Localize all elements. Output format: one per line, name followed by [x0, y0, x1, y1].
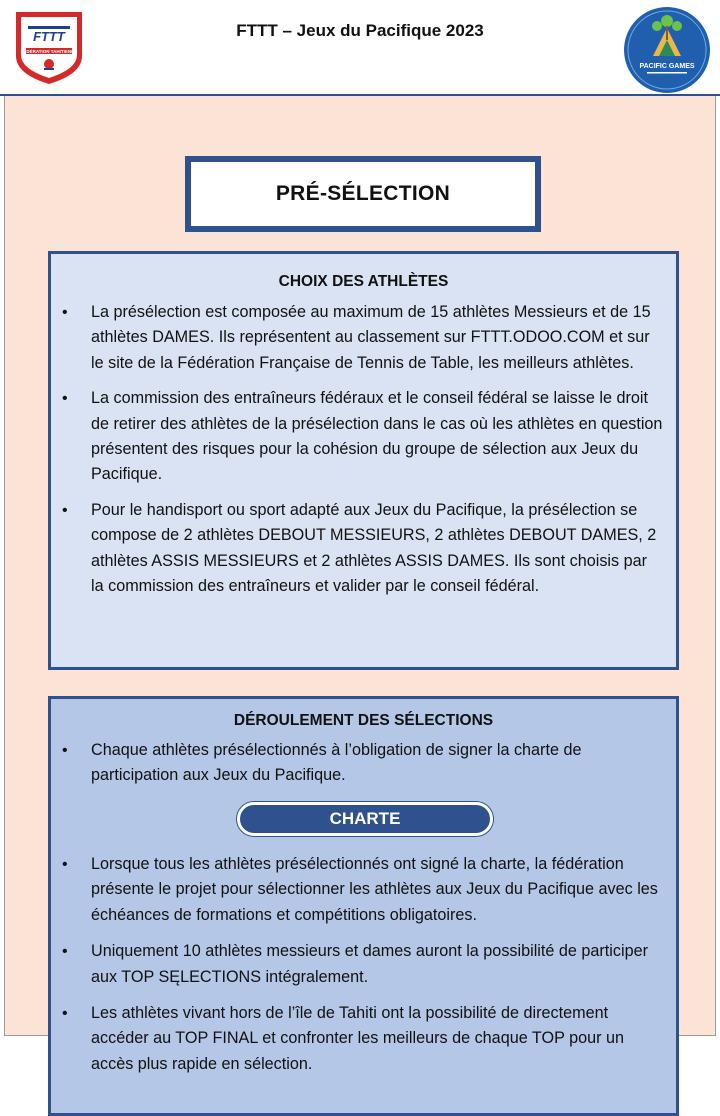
list-item: • Uniquement 10 athlètes messieurs et dames auront la possibilité de participer aux TOP SĘLECTIONS intégralement. [51, 939, 676, 990]
bullet-list [51, 300, 676, 599]
deroulement-selections-section [48, 696, 679, 1116]
bullet-list [51, 852, 676, 1077]
content-panel [4, 96, 716, 1073]
page-title: PRÉ-SÉLECTION [275, 182, 451, 205]
list-item: • Les athlètes vivant hors de l’île de Tahiti ont la possibilité de directement accéder au TOP FINAL et confronter les meilleurs de chaque TOP pour un accès plus rapide en sélection. [51, 1001, 676, 1077]
header-title: FTTT – Jeux du Pacifique 2023 [236, 21, 484, 40]
svg-text:FÉDÉRATION TAHITIENNE: FÉDÉRATION TAHITIENNE [20, 49, 78, 54]
section-title: CHOIX DES ATHLÈTES [278, 273, 449, 290]
charte-button[interactable]: CHARTE [237, 802, 493, 836]
svg-text:PACIFIC GAMES: PACIFIC GAMES [639, 63, 695, 70]
list-item: • Pour le handisport ou sport adapté aux Jeux du Pacifique, la présélection se compose de 2 athlètes DEBOUT MESSIEURS, 2 athlètes DEBOUT DAMES, 2 athlètes ASSIS MESSIEURS et 2 athlètes ASSIS DAMES. Ils sont choisis par la commission des entraîneurs et valider par le conseil fédéral. [51, 498, 676, 600]
list-item: • Lorsque tous les athlètes présélectionnés ont signé la charte, la fédération présente le projet pour sélectionner les athlètes aux Jeux du Pacifique avec les échéances de formations et compétitions obligatoires. [51, 852, 676, 928]
bullet-list [51, 738, 676, 789]
choix-athletes-section [48, 251, 679, 670]
page-title-box [185, 156, 541, 232]
header [0, 0, 720, 96]
fttt-logo-icon [10, 8, 88, 86]
pacific-games-logo-icon [623, 6, 711, 94]
list-item: • La commission des entraîneurs fédéraux et le conseil fédéral se laisse le droit de retirer des athlètes de la présélection dans le cas où les athlètes en question présentent des risques pour la cohésion du groupe de sélection aux Jeux du Pacifique. [51, 386, 676, 488]
list-item: • La présélection est composée au maximum de 15 athlètes Messieurs et de 15 athlètes DAMES. Ils représentent au classement sur FTTT.ODOO.COM et sur le site de la Fédération Française de Tennis de Table, les meilleurs athlètes. [51, 300, 676, 376]
section-title: DÉROULEMENT DES SÉLECTIONS [233, 712, 494, 729]
list-item: • Chaque athlètes présélectionnés à l’obligation de signer la charte de participation aux Jeux du Pacifique. [51, 738, 676, 789]
svg-text:FTTT: FTTT [33, 29, 65, 44]
